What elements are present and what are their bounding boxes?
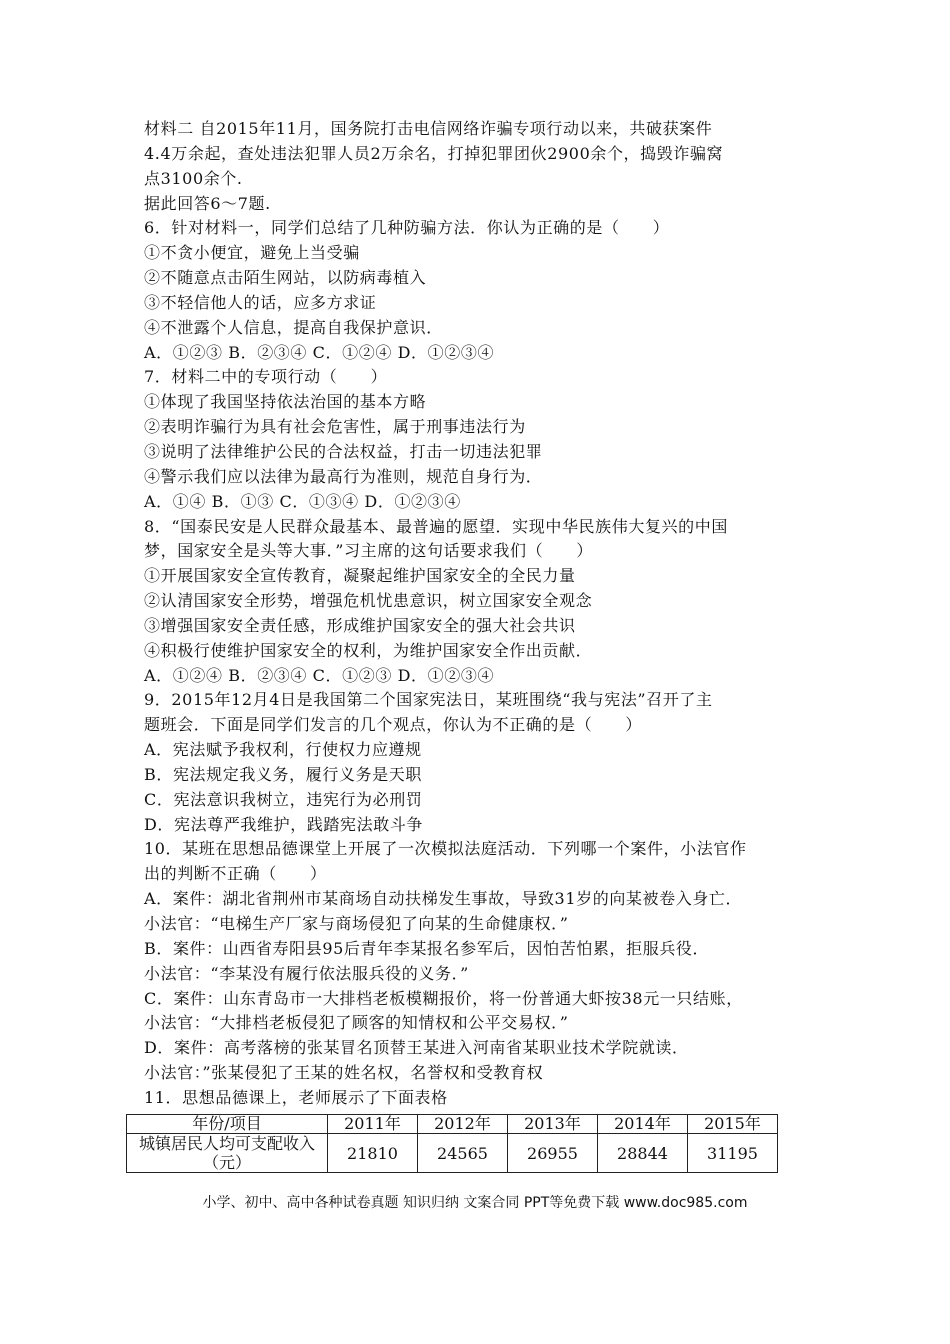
income-table — [126, 1114, 778, 1173]
text-line: 6．针对材料一，同学们总结了几种防骗方法．你认为正确的是（ ） — [144, 218, 670, 238]
text-line: A．①②④ B．②③④ C．①②③ D．①②③④ — [144, 665, 495, 685]
text-line: 10．某班在思想品德课堂上开展了一次模拟法庭活动．下列哪一个案件，小法官作 — [144, 839, 747, 859]
document-body — [144, 117, 824, 1111]
text-line: A．①②③ B．②③④ C．①②④ D．①②③④ — [144, 342, 495, 362]
text-line: ②认清国家安全形势，增强危机忧患意识，树立国家安全观念 — [144, 591, 593, 611]
table-cell: 28844 — [598, 1134, 688, 1173]
text-line: C．案件：山东青岛市一大排档老板模糊报价，将一份普通大虾按38元一只结账， — [144, 988, 743, 1008]
text-line: ③增强国家安全责任感，形成维护国家安全的强大社会共识 — [144, 615, 576, 635]
text-line: ②表明诈骗行为具有社会危害性，属于刑事违法行为 — [144, 417, 526, 437]
table-header-row — [127, 1115, 778, 1134]
text-line: B．宪法规定我义务，履行义务是天职 — [144, 764, 422, 784]
text-line: 点3100余个. — [144, 168, 243, 188]
text-line: 据此回答6～7题. — [144, 193, 271, 213]
text-line: A．宪法赋予我权利，行使权力应遵规 — [144, 740, 422, 760]
text-line: 11．思想品德课上，老师展示了下面表格 — [144, 1087, 448, 1107]
table-header-cell: 2015年 — [688, 1115, 778, 1134]
text-line: C．宪法意识我树立，违宪行为必刑罚 — [144, 789, 423, 809]
table-cell: 24565 — [418, 1134, 508, 1173]
text-line: D．宪法尊严我维护，践踏宪法敢斗争 — [144, 814, 424, 834]
table-cell: 21810 — [328, 1134, 418, 1173]
text-line: A．①④ B．①③ C．①③④ D．①②③④ — [144, 491, 461, 511]
text-line: 题班会．下面是同学们发言的几个观点，你认为不正确的是（ ） — [144, 715, 643, 735]
text-line: 小法官：“电梯生产厂家与商场侵犯了向某的生命健康权．” — [144, 914, 569, 933]
table-header-cell: 2012年 — [418, 1115, 508, 1134]
table-row — [127, 1134, 778, 1173]
text-line: 小法官：“大排档老板侵犯了顾客的知情权和公平交易权．” — [144, 1013, 569, 1033]
text-line: 梦，国家安全是头等大事．”习主席的这句话要求我们（ ） — [144, 541, 593, 561]
text-line: 小法官：”张某侵犯了王某的姓名权，名誉权和受教育权 — [144, 1063, 544, 1083]
table-header-cell: 2014年 — [598, 1115, 688, 1134]
text-line: ③不轻信他人的话，应多方求证 — [144, 292, 377, 312]
text-line: ④积极行使维护国家安全的权利，为维护国家安全作出贡献． — [144, 640, 593, 660]
text-line: ②不随意点击陌生网站，以防病毒植入 — [144, 268, 427, 288]
table-row-label: 城镇居民人均可支配收入（元） — [127, 1134, 328, 1173]
text-line: ④警示我们应以法律为最高行为准则，规范自身行为． — [144, 466, 543, 486]
table-cell: 26955 — [508, 1134, 598, 1173]
table-header-cell: 2013年 — [508, 1115, 598, 1134]
text-line: 小法官：“李某没有履行依法服兵役的义务．” — [144, 963, 469, 983]
text-line: ④不泄露个人信息，提高自我保护意识． — [144, 317, 443, 337]
text-line: ③说明了法律维护公民的合法权益，打击一切违法犯罪 — [144, 441, 543, 461]
text-line: B．案件：山西省寿阳县95后青年李某报名参军后，因怕苦怕累，拒服兵役． — [144, 938, 710, 958]
text-line: ①不贪小便宜，避免上当受骗 — [144, 243, 360, 263]
text-line: A．案件：湖北省荆州市某商场自动扶梯发生事故，导致31岁的向某被卷入身亡． — [144, 889, 743, 909]
text-line: ①开展国家安全宣传教育，凝聚起维护国家安全的全民力量 — [144, 566, 576, 586]
table-cell: 31195 — [688, 1134, 778, 1173]
text-line: 7．材料二中的专项行动（ ） — [144, 367, 388, 387]
text-line: ①体现了我国坚持依法治国的基本方略 — [144, 392, 427, 412]
table-header-cell: 2011年 — [328, 1115, 418, 1134]
text-line: 出的判断不正确（ ） — [144, 864, 327, 884]
text-line: 材料二 自2015年11月，国务院打击电信网络诈骗专项行动以来，共破获案件 — [144, 119, 713, 138]
page-footer: 小学、初中、高中各种试卷真题 知识归纳 文案合同 PPT等免费下载 www.doc985.com — [202, 1195, 748, 1211]
table-header-cell: 年份/项目 — [127, 1115, 328, 1134]
text-line: 4.4万余起，查处违法犯罪人员2万余名，打掉犯罪团伙2900余个，捣毁诈骗窝 — [144, 143, 724, 163]
text-line: 9．2015年12月4日是我国第二个国家宪法日，某班围绕“我与宪法”召开了主 — [144, 690, 713, 710]
text-line: D．案件：高考落榜的张某冒名顶替王某进入河南省某职业技术学院就读． — [144, 1038, 689, 1058]
text-line: 8．“国泰民安是人民群众最基本、最普遍的愿望．实现中华民族伟大复兴的中国 — [144, 516, 728, 536]
